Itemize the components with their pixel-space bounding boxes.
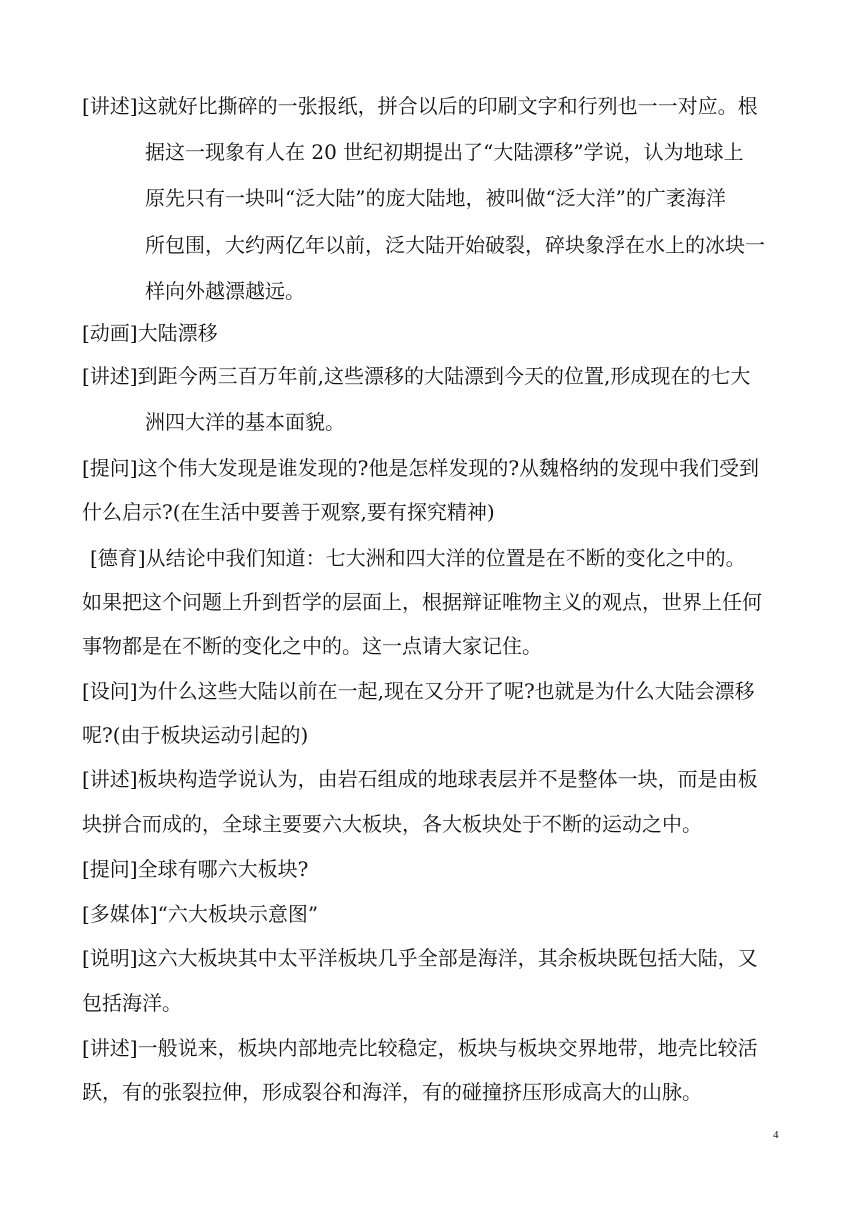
text-line: [设问]为什么这些大陆以前在一起,现在又分开了呢?也就是为什么大陆会漂移	[82, 679, 755, 703]
text-line: 包括海洋。	[82, 991, 182, 1015]
text-line: 什么启示?(在生活中要善于观察,要有探究精神)	[82, 500, 495, 524]
text-line: [多媒体]“六大板块示意图”	[82, 902, 319, 926]
text-line: [提问]全球有哪六大板块?	[82, 857, 309, 881]
text-line: [提问]这个伟大发现是谁发现的?他是怎样发现的?从魏格纳的发现中我们受到	[82, 456, 760, 480]
text-line: [讲述]一般说来，板块内部地壳比较稳定，板块与板块交界地带，地壳比较活	[82, 1036, 758, 1060]
text-line: 呢?(由于板块运动引起的)	[82, 723, 309, 747]
text-line: 据这一现象有人在 20 世纪初期提出了“大陆漂移”学说，认为地球上	[145, 140, 744, 164]
text-line: [讲述]到距今两三百万年前,这些漂移的大陆漂到今天的位置,形成现在的七大	[82, 364, 751, 388]
text-line: [动画]大陆漂移	[82, 321, 218, 345]
text-line: 如果把这个问题上升到哲学的层面上，根据辩证唯物主义的观点，世界上任何	[82, 590, 762, 614]
page-number: 4	[773, 1129, 779, 1141]
text-line: [德育]从结论中我们知道：七大洲和四大洋的位置是在不断的变化之中的。	[90, 546, 746, 570]
text-line: 所包围，大约两亿年以前，泛大陆开始破裂，碎块象浮在水上的冰块一	[145, 233, 765, 257]
text-line: 原先只有一块叫“泛大陆”的庞大陆地，被叫做“泛大洋”的广袤海洋	[145, 186, 726, 210]
text-line: 样向外越漂越远。	[145, 279, 305, 303]
text-line: 事物都是在不断的变化之中的。这一点请大家记住。	[82, 634, 542, 658]
text-line: [讲述]板块构造学说认为，由岩石组成的地球表层并不是整体一块，而是由板	[82, 767, 758, 791]
text-line: 洲四大洋的基本面貌。	[145, 410, 345, 434]
text-line: 块拼合而成的，全球主要要六大板块，各大板块处于不断的运动之中。	[82, 812, 702, 836]
text-line: 跃，有的张裂拉伸，形成裂谷和海洋，有的碰撞挤压形成高大的山脉。	[82, 1080, 702, 1104]
text-line: [讲述]这就好比撕碎的一张报纸，拼合以后的印刷文字和行列也一一对应。根	[82, 94, 758, 118]
text-line: [说明]这六大板块其中太平洋板块几乎全部是海洋，其余板块既包括大陆，又	[82, 946, 758, 970]
